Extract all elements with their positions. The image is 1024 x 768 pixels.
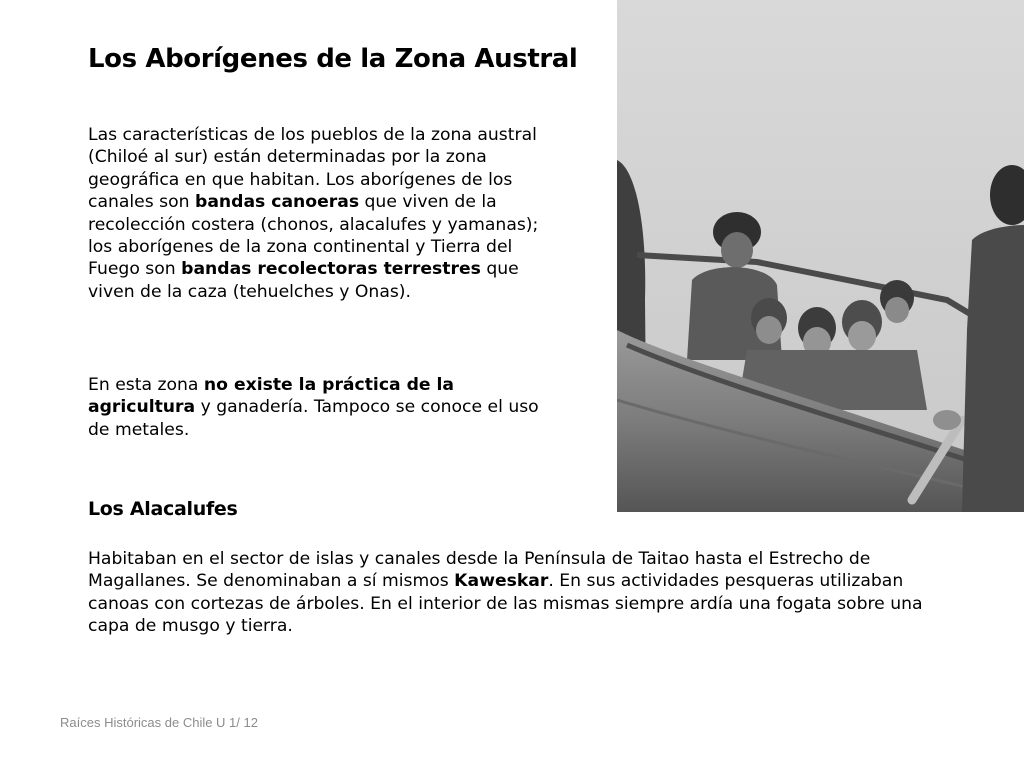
emphasis-text: bandas canoeras — [195, 192, 360, 213]
slide-footer: Raíces Históricas de Chile U 1/ 12 — [60, 715, 258, 730]
section-title: Los Alacalufes — [88, 498, 238, 520]
page-title: Los Aborígenes de la Zona Austral — [88, 44, 578, 74]
emphasis-text: Kaweskar — [454, 571, 549, 592]
intro-paragraph: Las características de los pueblos de la zona austral (Chiloé al sur) están determinadas por la zona geográfica en que habitan. Los aborígenes de los canales son bandas canoeras que viven de la recolección costera (chonos, alacalufes y yamanas); los aborígenes de la zona continental y Tierra del Fuego son bandas recolectoras terrestres que viven de la caza (tehuelches y Onas). — [88, 125, 539, 302]
emphasis-text: bandas recolectoras terrestres — [181, 259, 481, 280]
canoe-photo — [617, 0, 1024, 512]
canoe-photo-illustration — [617, 0, 1024, 512]
emphasis-text: no existe la práctica de la agricultura — [88, 375, 455, 418]
agriculture-paragraph: En esta zona no existe la práctica de la agricultura y ganadería. Tampoco se conoce el uso de metales. — [88, 375, 539, 440]
section-body-paragraph: Habitaban en el sector de islas y canales desde la Península de Taitao hasta el Estrecho de Magallanes. Se denominaban a sí mismos Kaweskar. En sus actividades pesqueras utilizaban canoas con cortezas de árboles. En el interior de las mismas siempre ardía una fogata sobre una capa de musgo y tierra. — [88, 549, 923, 637]
